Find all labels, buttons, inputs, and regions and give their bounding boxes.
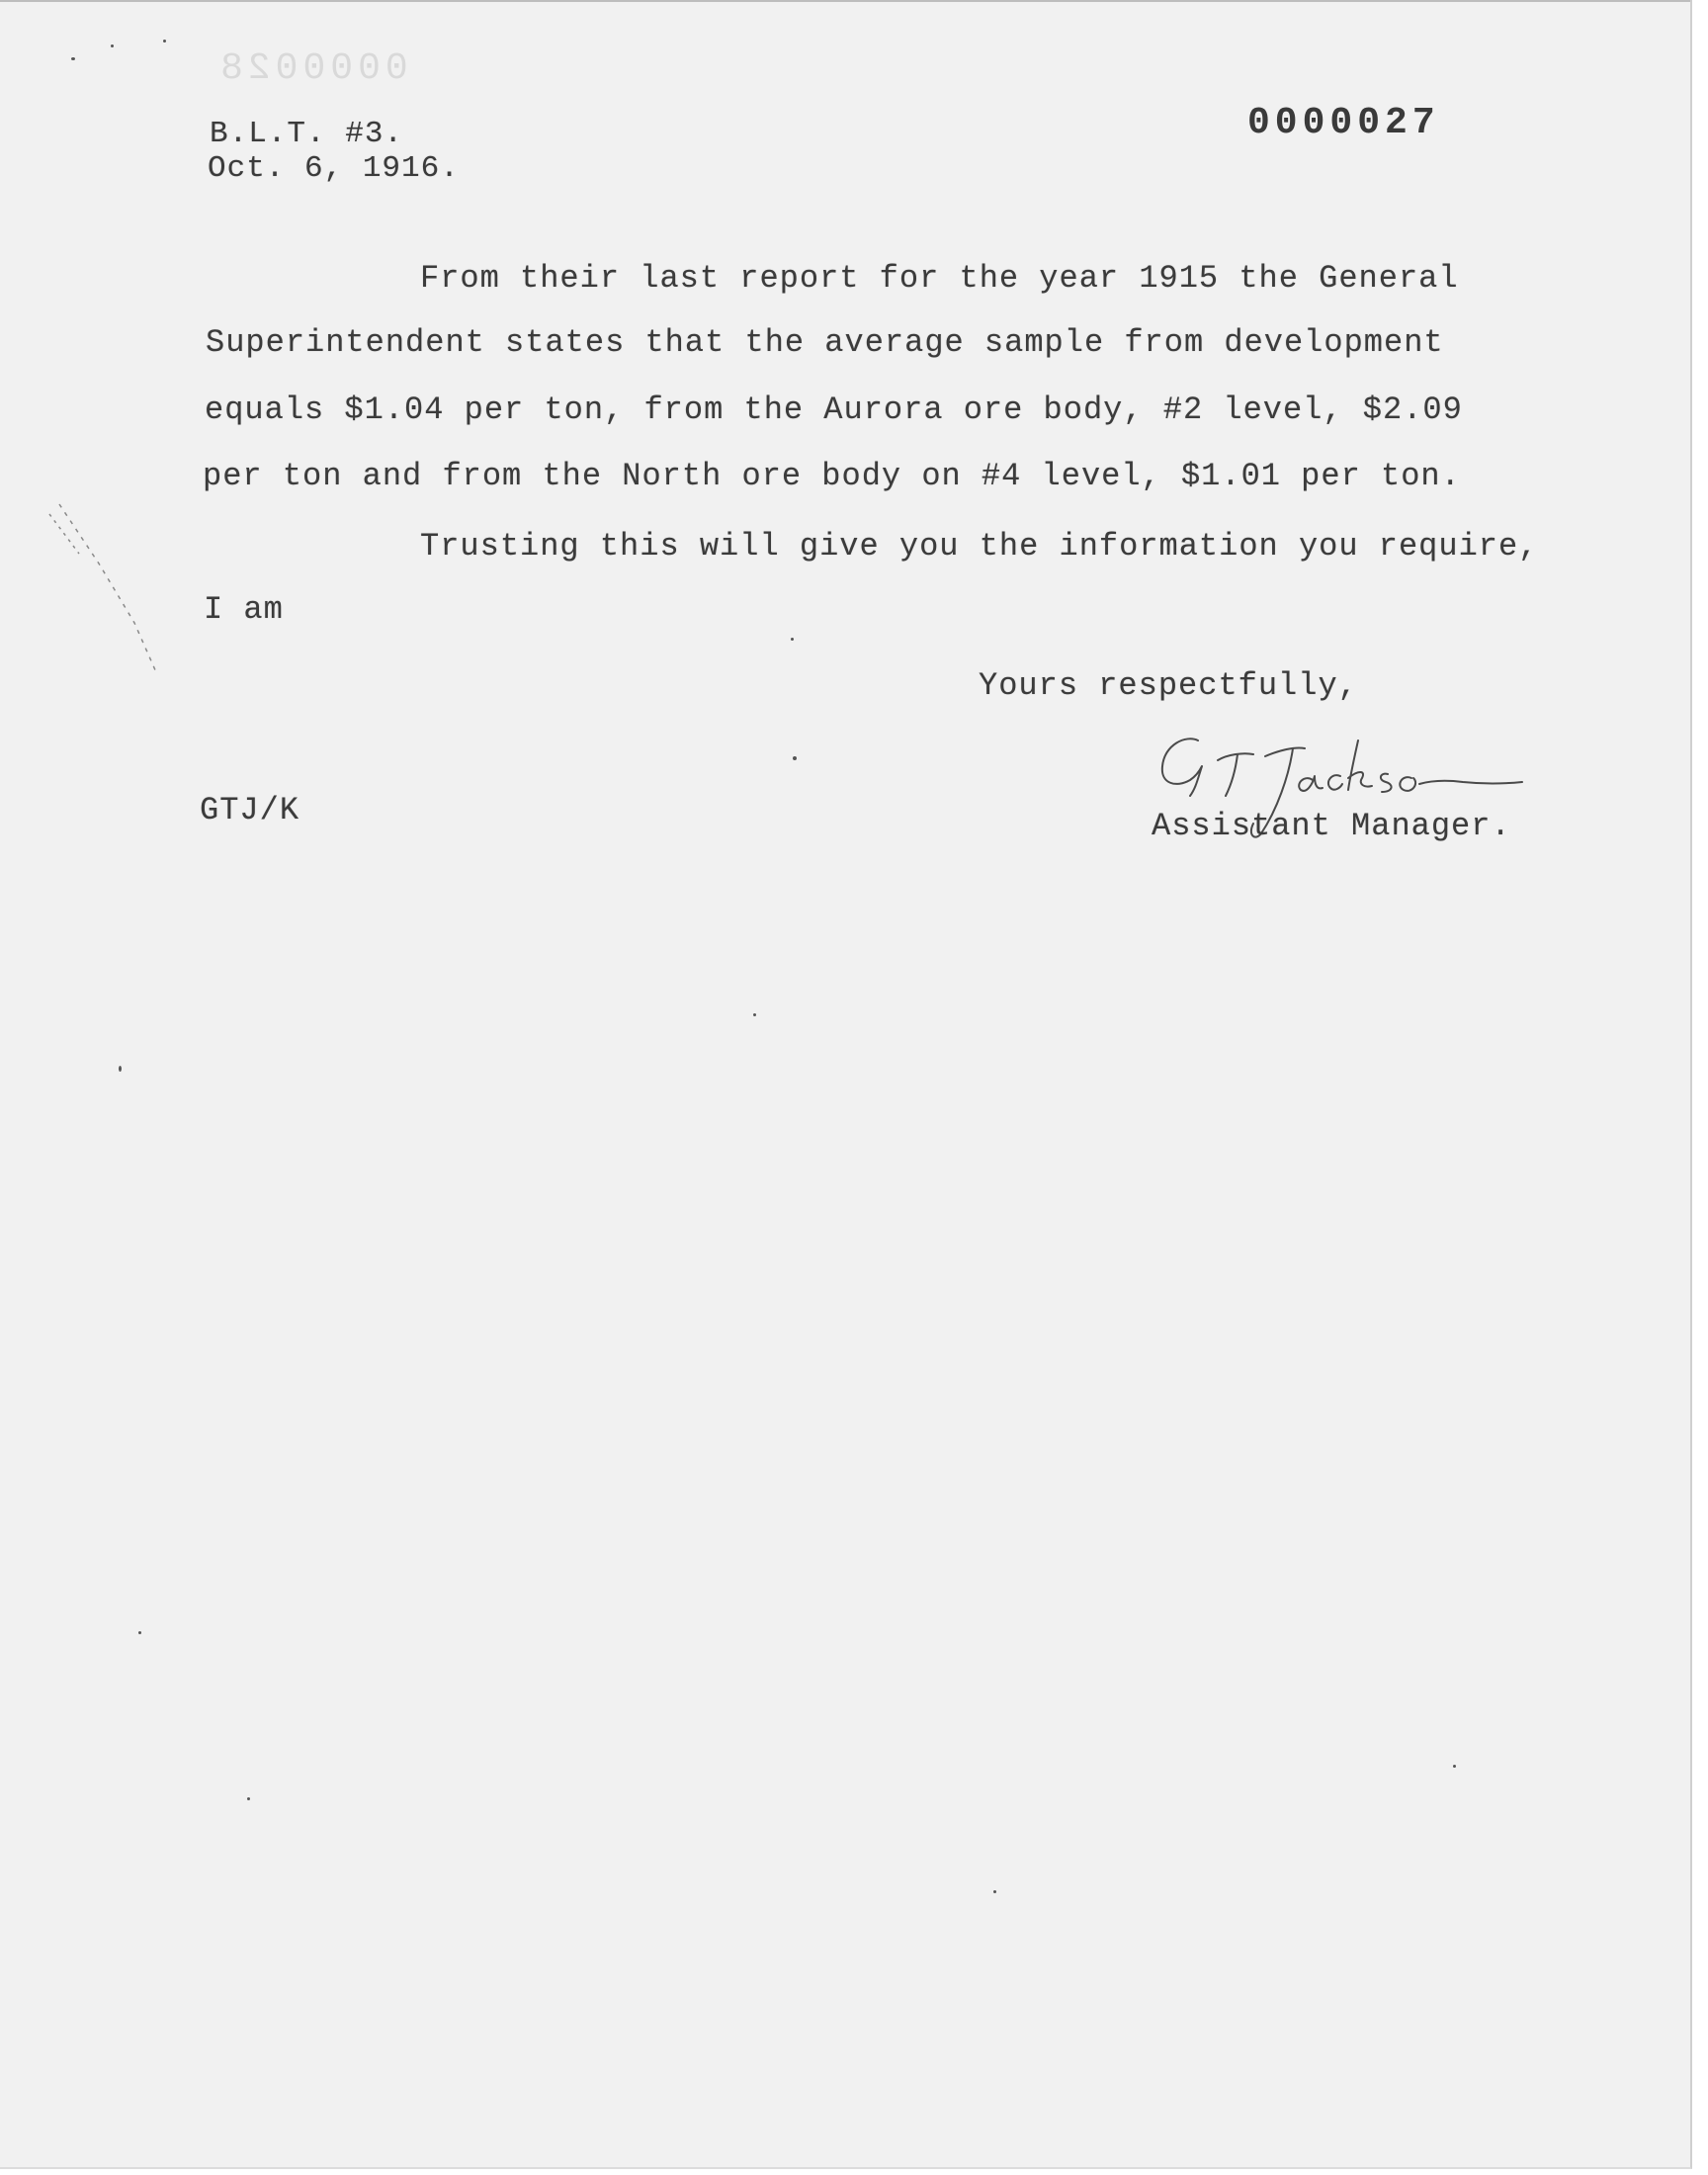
signer-title: Assistant Manager. [1152,808,1511,844]
salutation: I am [204,591,284,628]
paragraph-1-line-4: per ton and from the North ore body on #4 level, $1.01 per ton. [203,458,1461,494]
document-stamp-number: 0000027 [1247,102,1440,144]
paragraph-2: Trusting this will give you the information you require, [420,528,1539,565]
paragraph-1-line-3: equals $1.04 per ton, from the Aurora ore body, #2 level, $2.09 [205,392,1463,428]
paragraph-1-line-2: Superintendent states that the average sample from development [206,324,1444,361]
paragraph-1-line-1: From their last report for the year 1915 the General [420,260,1459,297]
ghost-stamp-number: 0000028 [215,47,408,90]
margin-scratch-marks [40,484,168,682]
typist-initials: GTJ/K [200,792,300,828]
reference-line: B.L.T. #3. [210,117,404,151]
date-line: Oct. 6, 1916. [208,151,460,186]
page-top-edge [0,0,1690,2]
closing-line: Yours respectfully, [979,667,1358,704]
